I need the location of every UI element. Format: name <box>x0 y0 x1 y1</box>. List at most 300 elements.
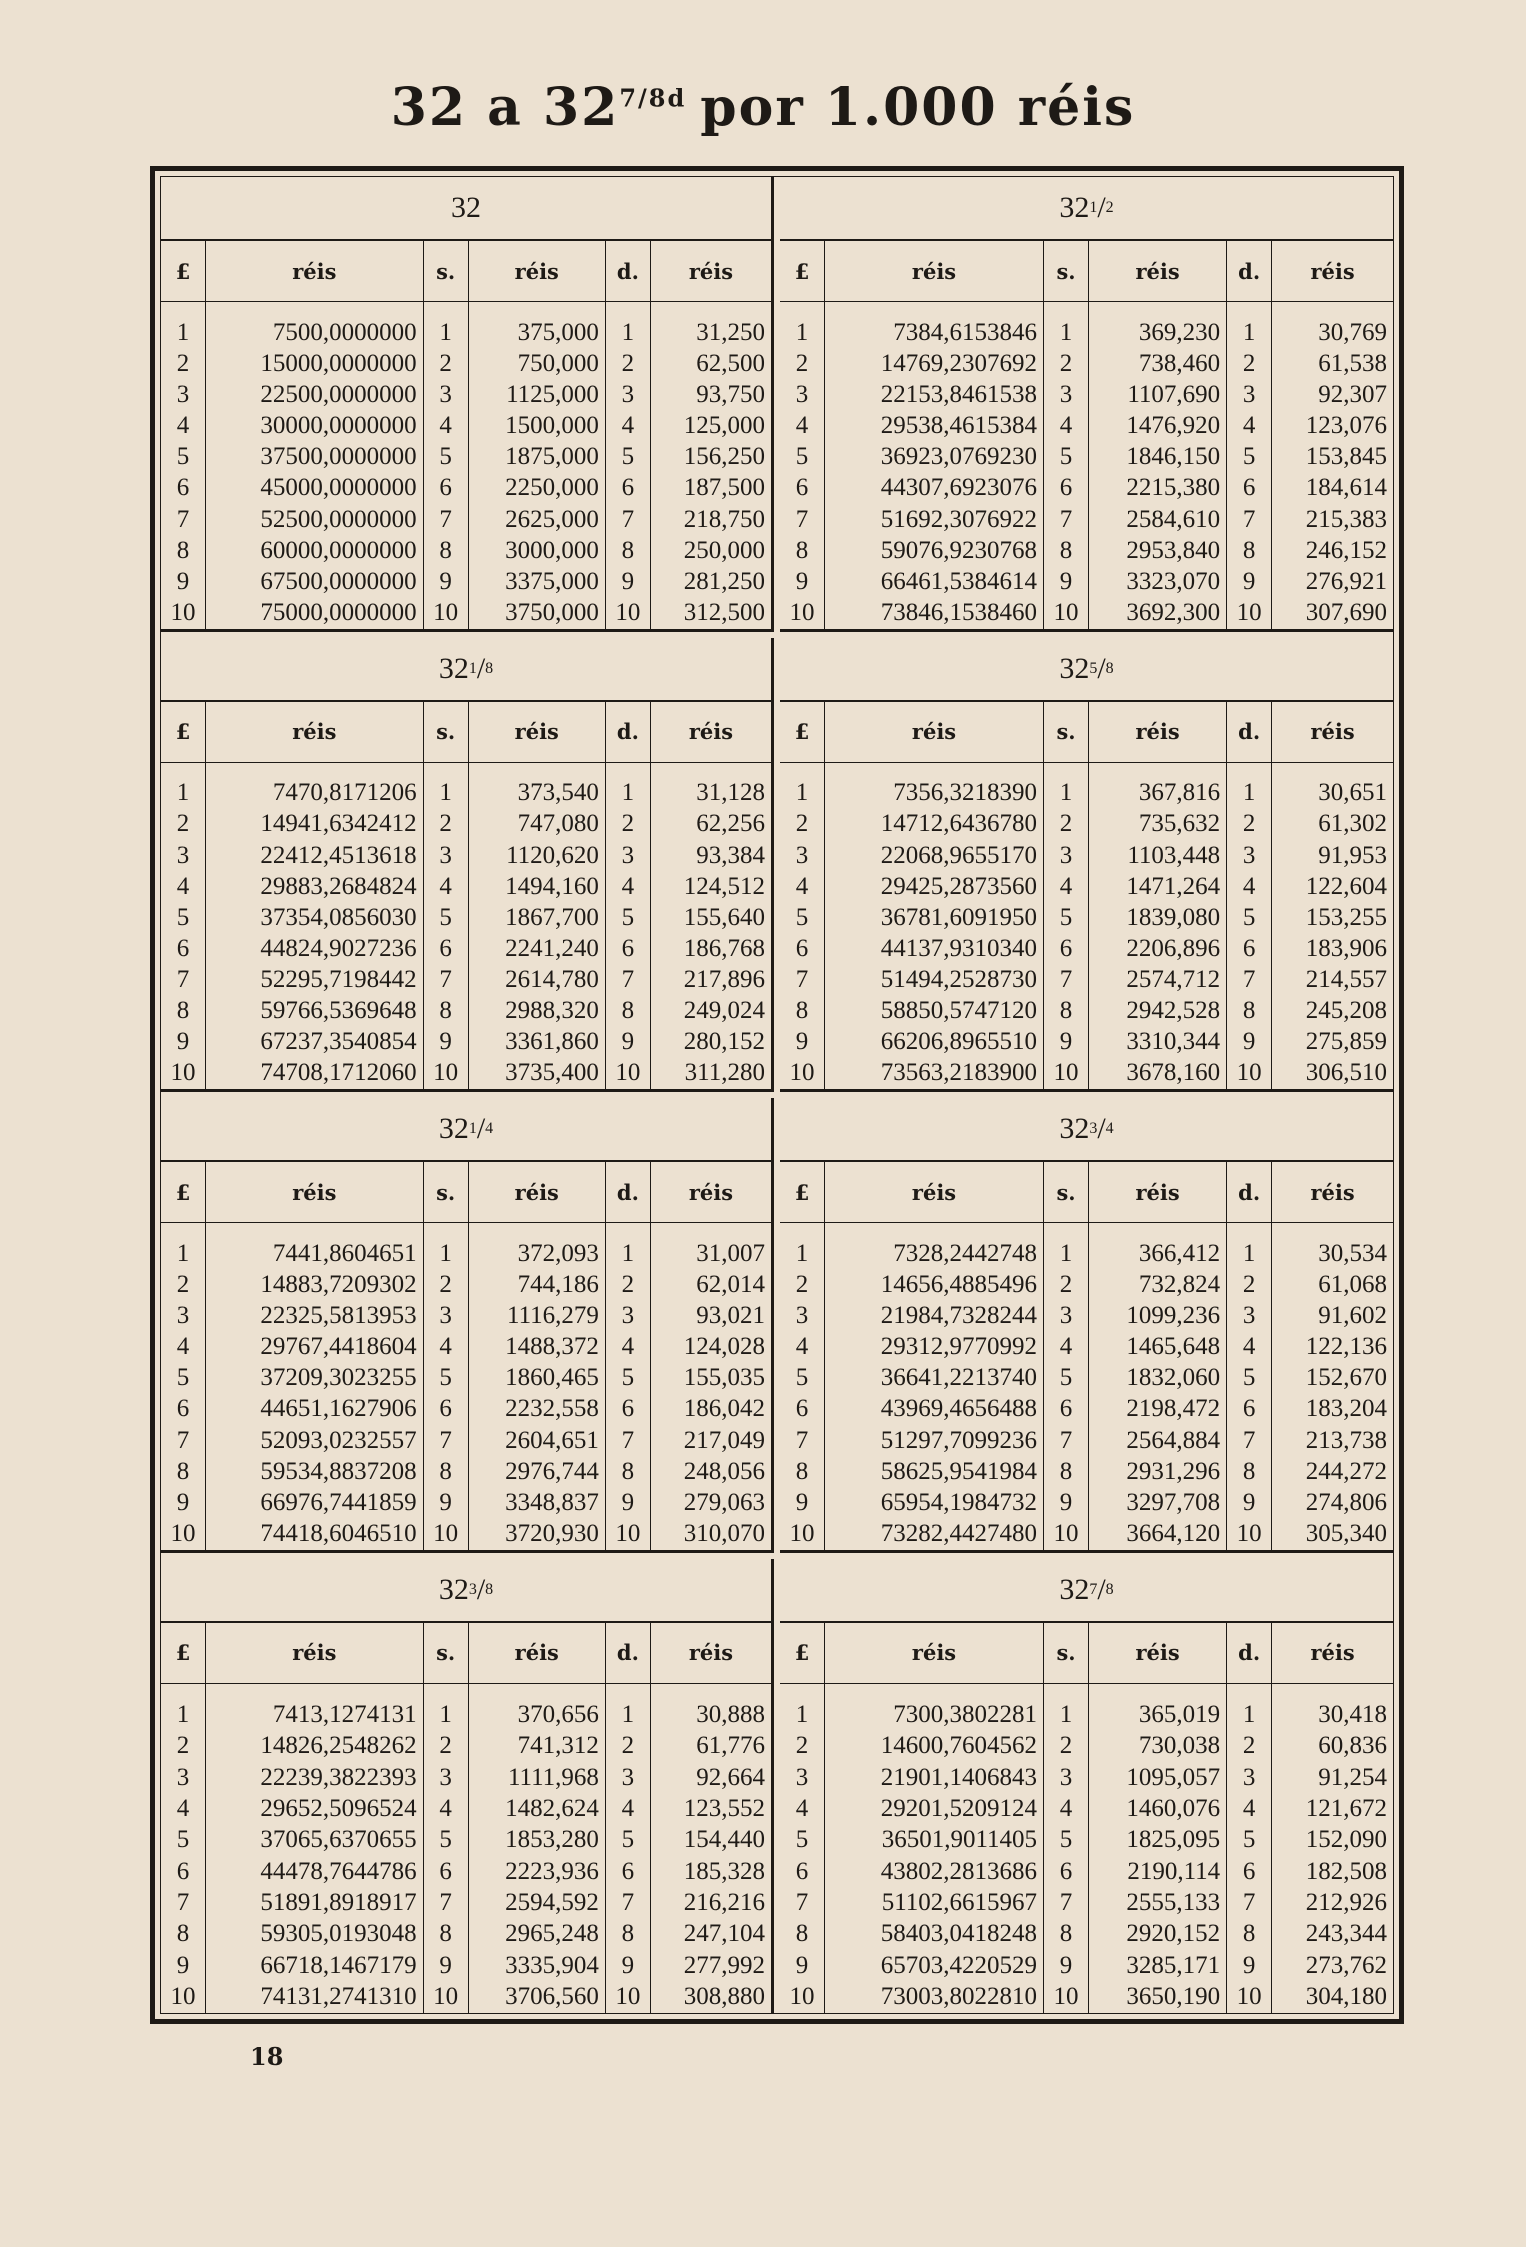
pound-reis-value: 29767,4418604 <box>206 1332 424 1363</box>
rate-fraction-denominator: 2 <box>1105 199 1114 216</box>
penny-reis-value: 187,500 <box>683 474 765 502</box>
penny-amount: 3 <box>1227 1300 1272 1331</box>
pound-reis-value: 73563,2183900 <box>825 1058 1044 1089</box>
reis-column-header: réis <box>1089 1162 1227 1223</box>
spacer-cell <box>1089 1223 1227 1239</box>
rate-fraction-numerator: 3 <box>1089 1120 1098 1137</box>
shilling-amount: 5 <box>423 442 468 473</box>
pound-reis-value: 51494,2528730 <box>825 964 1044 995</box>
shilling-reis-value: 1482,624 <box>468 1793 605 1824</box>
shilling-reis-value: 3348,837 <box>468 1487 605 1518</box>
penny-amount: 10 <box>605 1982 650 2013</box>
shilling-reis-value: 1125,000 <box>468 379 605 410</box>
pound-reis-value: 37209,3023255 <box>206 1363 424 1394</box>
table-row <box>780 1950 1393 1981</box>
penny-reis-value: 30,769 <box>1318 318 1387 346</box>
penny-amount: 9 <box>1227 1027 1272 1058</box>
table-row <box>161 1363 771 1394</box>
shilling-reis-value: 2614,780 <box>468 964 605 995</box>
shilling-amount: 2 <box>1044 809 1089 840</box>
rate-integer: 32 <box>1059 191 1090 224</box>
shilling-reis-value: 735,632 <box>1089 809 1227 840</box>
pound-amount: 9 <box>161 1027 206 1058</box>
shilling-reis-value: 2604,651 <box>468 1425 605 1456</box>
spacer-cell <box>825 302 1044 318</box>
penny-amount: 4 <box>605 1332 650 1363</box>
reis-column-header: réis <box>1089 1623 1227 1684</box>
rate-fraction-denominator: 8 <box>1105 1580 1114 1598</box>
shilling-amount: 2 <box>423 1269 468 1300</box>
fraction-slash: / <box>476 651 486 685</box>
conversion-table-grid <box>160 176 1394 2014</box>
shilling-reis-value: 2223,936 <box>468 1856 605 1887</box>
penny-amount: 6 <box>605 1394 650 1425</box>
page-title <box>0 77 1526 138</box>
pound-reis-value: 73003,8022810 <box>825 1982 1044 2013</box>
pound-reis-value: 75000,0000000 <box>206 597 424 628</box>
penny-amount: 1 <box>1227 1699 1272 1730</box>
shilling-amount: 8 <box>1044 535 1089 566</box>
penny-amount: 8 <box>605 996 650 1027</box>
pound-amount: 4 <box>780 411 825 442</box>
pound-amount: 9 <box>780 1487 825 1518</box>
spacer-cell <box>650 302 771 318</box>
shilling-reis-value: 750,000 <box>468 348 605 379</box>
pound-reis-value: 21984,7328244 <box>825 1300 1044 1331</box>
pound-reis-value: 58850,5747120 <box>825 996 1044 1027</box>
table-row <box>780 964 1393 995</box>
rate-fraction-numerator: 1 <box>468 1120 477 1137</box>
rate-fraction-numerator: 5 <box>1089 659 1098 677</box>
spacer-cell <box>1089 762 1227 778</box>
pound-amount: 8 <box>161 1919 206 1950</box>
penny-reis-value: 183,204 <box>1305 1395 1387 1423</box>
spacer-row <box>780 302 1393 318</box>
shilling-reis-value: 367,816 <box>1089 778 1227 809</box>
penny-reis-value: 121,672 <box>1305 1795 1387 1823</box>
spacer-cell <box>780 302 825 318</box>
penny-amount: 2 <box>605 1269 650 1300</box>
shilling-reis-value: 3323,070 <box>1089 566 1227 597</box>
penny-column-header: d. <box>1227 702 1272 763</box>
penny-amount: 1 <box>605 317 650 348</box>
penny-reis-value: 30,418 <box>1318 1700 1387 1728</box>
rate-heading <box>780 638 1393 702</box>
rate-heading <box>161 1098 771 1162</box>
penny-reis-value: 61,302 <box>1318 810 1387 838</box>
shilling-reis-value: 3310,344 <box>1089 1027 1227 1058</box>
pound-amount: 7 <box>161 1887 206 1918</box>
penny-amount: 10 <box>1227 1982 1272 2013</box>
shilling-amount: 9 <box>1044 1950 1089 1981</box>
penny-amount: 4 <box>605 871 650 902</box>
pound-amount: 5 <box>780 442 825 473</box>
penny-column-header: d. <box>1227 1162 1272 1223</box>
rate-block <box>161 177 774 632</box>
table-row <box>161 1982 771 2013</box>
column-header-row <box>161 241 771 302</box>
pound-reis-value: 73282,4427480 <box>825 1518 1044 1549</box>
shilling-amount: 7 <box>1044 964 1089 995</box>
table-row <box>780 871 1393 902</box>
penny-reis-value: 306,510 <box>1305 1059 1387 1087</box>
penny-reis-value: 93,750 <box>696 381 765 409</box>
penny-amount: 7 <box>1227 504 1272 535</box>
penny-amount: 6 <box>605 473 650 504</box>
table-row <box>161 1425 771 1456</box>
pound-amount: 3 <box>780 1300 825 1331</box>
table-row <box>161 597 771 628</box>
shilling-amount: 3 <box>423 1762 468 1793</box>
pound-amount: 6 <box>161 473 206 504</box>
spacer-cell <box>206 762 424 778</box>
penny-reis-value: 61,068 <box>1318 1270 1387 1298</box>
shilling-amount: 4 <box>423 1332 468 1363</box>
shilling-amount: 5 <box>1044 1363 1089 1394</box>
penny-reis-value: 182,508 <box>1305 1857 1387 1885</box>
penny-reis-value: 215,383 <box>1305 505 1387 533</box>
reis-column-header: réis <box>650 241 771 302</box>
penny-amount: 3 <box>1227 840 1272 871</box>
shilling-amount: 7 <box>1044 1425 1089 1456</box>
rate-block <box>161 1559 774 2014</box>
shilling-amount: 4 <box>423 1793 468 1824</box>
penny-amount: 7 <box>605 964 650 995</box>
penny-reis-value: 184,614 <box>1305 474 1387 502</box>
penny-reis-value: 310,070 <box>683 1519 765 1547</box>
penny-amount: 3 <box>605 1300 650 1331</box>
pound-reis-value: 7300,3802281 <box>825 1699 1044 1730</box>
penny-reis-value: 217,896 <box>683 966 765 994</box>
shilling-reis-value: 1471,264 <box>1089 871 1227 902</box>
shilling-reis-value: 2942,528 <box>1089 996 1227 1027</box>
pound-reis-value: 67500,0000000 <box>206 566 424 597</box>
shilling-reis-value: 2584,610 <box>1089 504 1227 535</box>
pound-amount: 1 <box>780 1238 825 1269</box>
rate-block <box>161 1098 774 1553</box>
pound-reis-value: 7413,1274131 <box>206 1699 424 1730</box>
table-row <box>161 902 771 933</box>
pound-amount: 9 <box>161 1950 206 1981</box>
penny-amount: 5 <box>1227 1363 1272 1394</box>
pound-amount: 7 <box>161 1425 206 1456</box>
table-row <box>161 1793 771 1824</box>
spacer-cell <box>468 302 605 318</box>
shilling-reis-value: 1107,690 <box>1089 379 1227 410</box>
table-row <box>161 1300 771 1331</box>
reis-column-header: réis <box>650 702 771 763</box>
shilling-reis-value: 3375,000 <box>468 566 605 597</box>
rate-block <box>780 638 1393 1093</box>
spacer-cell <box>605 1684 650 1700</box>
penny-amount: 7 <box>605 504 650 535</box>
shilling-amount: 5 <box>423 902 468 933</box>
pound-column-header: £ <box>780 241 825 302</box>
shilling-reis-value: 1875,000 <box>468 442 605 473</box>
shilling-amount: 4 <box>423 411 468 442</box>
shilling-amount: 2 <box>423 1731 468 1762</box>
penny-amount: 9 <box>605 1027 650 1058</box>
shilling-amount: 10 <box>423 1982 468 2013</box>
shilling-reis-value: 1860,465 <box>468 1363 605 1394</box>
pound-amount: 4 <box>161 411 206 442</box>
shilling-reis-value: 3735,400 <box>468 1058 605 1089</box>
pound-amount: 7 <box>780 1425 825 1456</box>
spacer-row <box>780 762 1393 778</box>
table-row <box>161 504 771 535</box>
penny-reis-value: 155,035 <box>683 1364 765 1392</box>
pound-reis-value: 7356,3218390 <box>825 778 1044 809</box>
pound-amount: 5 <box>780 1363 825 1394</box>
table-row <box>161 1731 771 1762</box>
table-row <box>161 1394 771 1425</box>
shilling-amount: 2 <box>1044 1731 1089 1762</box>
table-row <box>161 348 771 379</box>
table-row <box>161 1699 771 1730</box>
table-row <box>161 411 771 442</box>
pound-reis-value: 52500,0000000 <box>206 504 424 535</box>
shilling-column-header: s. <box>1044 241 1089 302</box>
penny-reis-value: 156,250 <box>683 443 765 471</box>
pound-amount: 7 <box>780 964 825 995</box>
pound-amount: 9 <box>780 566 825 597</box>
rate-block <box>161 638 774 1093</box>
table-row <box>780 996 1393 1027</box>
rate-integer: 32 <box>438 1112 469 1145</box>
pound-amount: 8 <box>780 996 825 1027</box>
shilling-reis-value: 744,186 <box>468 1269 605 1300</box>
reis-column-header: réis <box>1272 1623 1393 1684</box>
table-row <box>780 504 1393 535</box>
rate-heading <box>780 177 1393 241</box>
shilling-reis-value: 1853,280 <box>468 1825 605 1856</box>
spacer-cell <box>1272 302 1393 318</box>
penny-amount: 7 <box>1227 1425 1272 1456</box>
pound-amount: 2 <box>161 348 206 379</box>
penny-amount: 7 <box>1227 1887 1272 1918</box>
pound-amount: 6 <box>161 1856 206 1887</box>
pound-reis-value: 44137,9310340 <box>825 933 1044 964</box>
penny-reis-value: 280,152 <box>683 1028 765 1056</box>
rate-fraction-numerator: 1 <box>468 659 477 677</box>
column-header-row <box>780 702 1393 763</box>
shilling-amount: 4 <box>423 871 468 902</box>
penny-column-header: d. <box>1227 1623 1272 1684</box>
shilling-column-header: s. <box>423 1623 468 1684</box>
penny-amount: 3 <box>1227 1762 1272 1793</box>
penny-reis-value: 30,888 <box>696 1700 765 1728</box>
penny-reis-value: 217,049 <box>683 1426 765 1454</box>
penny-reis-value: 186,042 <box>683 1395 765 1423</box>
shilling-amount: 8 <box>1044 1919 1089 1950</box>
penny-reis-value: 277,992 <box>683 1951 765 1979</box>
pound-amount: 2 <box>161 1269 206 1300</box>
shilling-amount: 1 <box>1044 1238 1089 1269</box>
pound-reis-value: 22500,0000000 <box>206 379 424 410</box>
fraction-slash: / <box>1097 1572 1106 1606</box>
shilling-amount: 5 <box>423 1825 468 1856</box>
pound-reis-value: 7441,8604651 <box>206 1238 424 1269</box>
shilling-reis-value: 1465,648 <box>1089 1332 1227 1363</box>
pound-reis-value: 44824,9027236 <box>206 933 424 964</box>
pound-amount: 6 <box>780 933 825 964</box>
shilling-reis-value: 2625,000 <box>468 504 605 535</box>
pound-amount: 2 <box>780 1269 825 1300</box>
table-row <box>161 871 771 902</box>
table-row <box>780 1300 1393 1331</box>
rate-integer: 32 <box>1059 1112 1090 1145</box>
shilling-reis-value: 2988,320 <box>468 996 605 1027</box>
column-header-row <box>161 702 771 763</box>
conversion-table-frame <box>150 166 1404 2024</box>
penny-reis-value: 122,604 <box>1305 872 1387 900</box>
shilling-column-header: s. <box>1044 702 1089 763</box>
table-row <box>780 1919 1393 1950</box>
pound-amount: 10 <box>161 1058 206 1089</box>
shilling-reis-value: 370,656 <box>468 1699 605 1730</box>
shilling-reis-value: 2564,884 <box>1089 1425 1227 1456</box>
spacer-row <box>161 762 771 778</box>
rate-heading <box>161 1559 771 1623</box>
shilling-amount: 6 <box>1044 1856 1089 1887</box>
pound-reis-value: 14600,7604562 <box>825 1731 1044 1762</box>
rate-block <box>780 1098 1393 1553</box>
shilling-reis-value: 1494,160 <box>468 871 605 902</box>
pound-amount: 3 <box>780 1762 825 1793</box>
pound-reis-value: 22412,4513618 <box>206 840 424 871</box>
pound-amount: 3 <box>780 379 825 410</box>
shilling-amount: 8 <box>1044 1456 1089 1487</box>
spacer-cell <box>1089 1684 1227 1700</box>
penny-reis-value: 31,250 <box>696 318 765 346</box>
table-row <box>161 933 771 964</box>
penny-amount: 1 <box>1227 1238 1272 1269</box>
reis-column-header: réis <box>1272 241 1393 302</box>
pound-amount: 2 <box>780 348 825 379</box>
penny-amount: 5 <box>605 902 650 933</box>
table-row <box>161 379 771 410</box>
pound-amount: 7 <box>161 504 206 535</box>
shilling-amount: 2 <box>423 809 468 840</box>
reis-column-header: réis <box>825 1623 1044 1684</box>
spacer-cell <box>1227 762 1272 778</box>
pound-column-header: £ <box>161 1623 206 1684</box>
conversion-table <box>780 241 1393 629</box>
penny-amount: 2 <box>1227 348 1272 379</box>
shilling-amount: 7 <box>423 1887 468 1918</box>
shilling-reis-value: 2206,896 <box>1089 933 1227 964</box>
penny-amount: 6 <box>605 1856 650 1887</box>
pound-reis-value: 7384,6153846 <box>825 317 1044 348</box>
table-row <box>780 1058 1393 1089</box>
shilling-amount: 6 <box>1044 473 1089 504</box>
shilling-reis-value: 3297,708 <box>1089 1487 1227 1518</box>
pound-reis-value: 22153,8461538 <box>825 379 1044 410</box>
penny-reis-value: 61,776 <box>696 1732 765 1760</box>
penny-amount: 2 <box>605 1731 650 1762</box>
pound-reis-value: 14769,2307692 <box>825 348 1044 379</box>
shilling-reis-value: 3285,171 <box>1089 1950 1227 1981</box>
spacer-cell <box>825 1223 1044 1239</box>
penny-amount: 3 <box>605 840 650 871</box>
shilling-reis-value: 3692,300 <box>1089 597 1227 628</box>
rate-fraction-numerator: 7 <box>1089 1580 1098 1598</box>
penny-reis-value: 273,762 <box>1305 1951 1387 1979</box>
penny-amount: 4 <box>1227 1332 1272 1363</box>
shilling-reis-value: 1460,076 <box>1089 1793 1227 1824</box>
shilling-column-header: s. <box>1044 1623 1089 1684</box>
spacer-cell <box>1227 1223 1272 1239</box>
pound-reis-value: 30000,0000000 <box>206 411 424 442</box>
penny-reis-value: 152,090 <box>1305 1826 1387 1854</box>
reis-column-header: réis <box>825 241 1044 302</box>
penny-reis-value: 311,280 <box>684 1059 765 1087</box>
penny-reis-value: 93,021 <box>696 1302 765 1330</box>
pound-amount: 4 <box>161 871 206 902</box>
penny-amount: 10 <box>1227 1518 1272 1549</box>
penny-amount: 5 <box>1227 1825 1272 1856</box>
shilling-amount: 9 <box>1044 1487 1089 1518</box>
spacer-cell <box>650 1684 771 1700</box>
penny-amount: 1 <box>605 1238 650 1269</box>
shilling-amount: 8 <box>1044 996 1089 1027</box>
pound-reis-value: 29883,2684824 <box>206 871 424 902</box>
penny-reis-value: 91,254 <box>1318 1763 1387 1791</box>
table-row <box>161 964 771 995</box>
rate-integer: 32 <box>451 191 481 224</box>
shilling-reis-value: 2198,472 <box>1089 1394 1227 1425</box>
table-row <box>780 1456 1393 1487</box>
shilling-column-header: s. <box>423 1162 468 1223</box>
penny-amount: 5 <box>605 1825 650 1856</box>
table-row <box>161 1825 771 1856</box>
penny-reis-value: 312,500 <box>683 598 765 626</box>
table-row <box>780 1518 1393 1549</box>
pound-reis-value: 14826,2548262 <box>206 1731 424 1762</box>
table-row <box>780 1425 1393 1456</box>
shilling-amount: 8 <box>423 1919 468 1950</box>
pound-reis-value: 51102,6615967 <box>825 1887 1044 1918</box>
penny-amount: 6 <box>1227 473 1272 504</box>
table-row <box>780 1982 1393 2013</box>
reis-column-header: réis <box>1089 702 1227 763</box>
penny-amount: 1 <box>605 778 650 809</box>
shilling-amount: 6 <box>423 473 468 504</box>
shilling-amount: 2 <box>1044 1269 1089 1300</box>
shilling-amount: 10 <box>423 1058 468 1089</box>
shilling-reis-value: 365,019 <box>1089 1699 1227 1730</box>
table-row <box>161 1332 771 1363</box>
shilling-amount: 10 <box>423 597 468 628</box>
pound-amount: 10 <box>780 1058 825 1089</box>
pound-amount: 4 <box>780 1332 825 1363</box>
rate-fraction-denominator: 4 <box>485 1120 494 1137</box>
page-number: 18 <box>250 2042 284 2071</box>
pound-amount: 10 <box>161 597 206 628</box>
column-header-row <box>161 1162 771 1223</box>
penny-reis-value: 276,921 <box>1305 567 1387 595</box>
pound-amount: 4 <box>780 871 825 902</box>
penny-amount: 10 <box>605 597 650 628</box>
spacer-cell <box>423 1684 468 1700</box>
penny-reis-value: 30,651 <box>1318 779 1387 807</box>
shilling-amount: 1 <box>423 317 468 348</box>
pound-reis-value: 44651,1627906 <box>206 1394 424 1425</box>
column-header-row <box>780 1623 1393 1684</box>
pound-amount: 2 <box>161 809 206 840</box>
conversion-table <box>780 1162 1393 1550</box>
pound-amount: 9 <box>161 1487 206 1518</box>
